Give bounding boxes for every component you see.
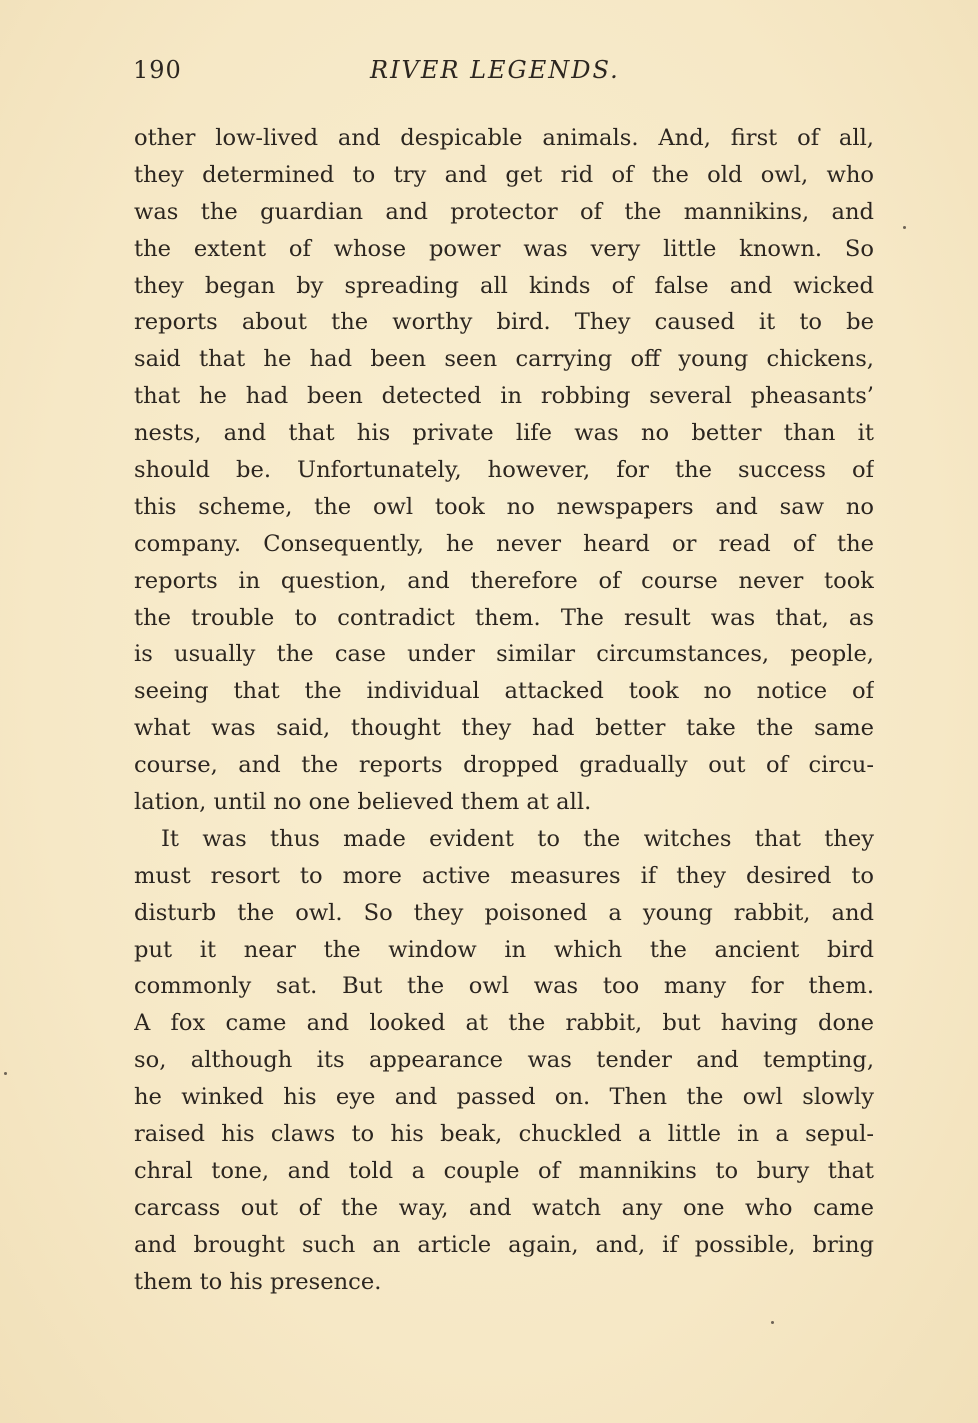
body-text	[134, 120, 874, 1301]
paper-speck	[771, 1321, 774, 1324]
text-line: the trouble to contradict them. The result was that, as	[134, 604, 874, 631]
text-line: said that he had been seen carrying off young chickens,	[134, 346, 874, 373]
text-line: what was said, thought they had better take the same	[134, 715, 874, 742]
text-line: was the guardian and protector of the mannikins, and	[134, 198, 874, 225]
text-line: them to his presence.	[134, 1268, 382, 1295]
text-line: the extent of whose power was very little known. So	[134, 235, 874, 262]
text-line: reports in question, and therefore of course never took	[134, 567, 874, 594]
text-line: A fox came and looked at the rabbit, but having done	[134, 1010, 874, 1037]
text-line: seeing that the individual attacked took no notice of	[134, 678, 874, 705]
running-title: RIVER LEGENDS.	[370, 56, 620, 84]
text-line: that he had been detected in robbing several pheasants’	[134, 383, 874, 410]
text-line: raised his claws to his beak, chuckled a little in a sepul-	[134, 1121, 874, 1148]
page-header	[133, 56, 873, 96]
text-line: company. Consequently, he never heard or read of the	[134, 530, 874, 557]
text-line: is usually the case under similar circumstances, people,	[134, 641, 874, 668]
text-line: It was thus made evident to the witches that they	[161, 825, 874, 852]
text-line: must resort to more active measures if they desired to	[134, 862, 874, 889]
paper-speck	[4, 1072, 7, 1075]
text-line: so, although its appearance was tender and tempting,	[134, 1047, 874, 1074]
paragraph-1	[134, 120, 874, 821]
text-line: put it near the window in which the ancient bird	[134, 936, 874, 963]
text-line: lation, until no one believed them at all.	[134, 789, 592, 816]
text-line: chral tone, and told a couple of mannikins to bury that	[134, 1157, 874, 1184]
text-line: course, and the reports dropped gradually out of circu-	[134, 752, 874, 779]
text-line: and brought such an article again, and, if possible, bring	[134, 1231, 874, 1258]
text-line: reports about the worthy bird. They caused it to be	[134, 309, 874, 336]
paragraph-2	[134, 821, 874, 1301]
text-line: nests, and that his private life was no better than it	[134, 420, 874, 447]
page-number: 190	[133, 56, 182, 84]
paper-speck	[903, 226, 906, 229]
text-line: they determined to try and get rid of the old owl, who	[134, 161, 874, 188]
text-line: should be. Unfortunately, however, for the success of	[134, 457, 874, 484]
text-line: this scheme, the owl took no newspapers and saw no	[134, 493, 874, 520]
text-line: commonly sat. But the owl was too many for them.	[134, 973, 874, 1000]
text-line: they began by spreading all kinds of false and wicked	[134, 272, 874, 299]
text-line: other low-lived and despicable animals. And, first of all,	[134, 125, 874, 151]
text-line: he winked his eye and passed on. Then the owl slowly	[134, 1084, 874, 1111]
text-line: disturb the owl. So they poisoned a young rabbit, and	[134, 899, 874, 926]
text-line: carcass out of the way, and watch any one who came	[134, 1194, 874, 1221]
